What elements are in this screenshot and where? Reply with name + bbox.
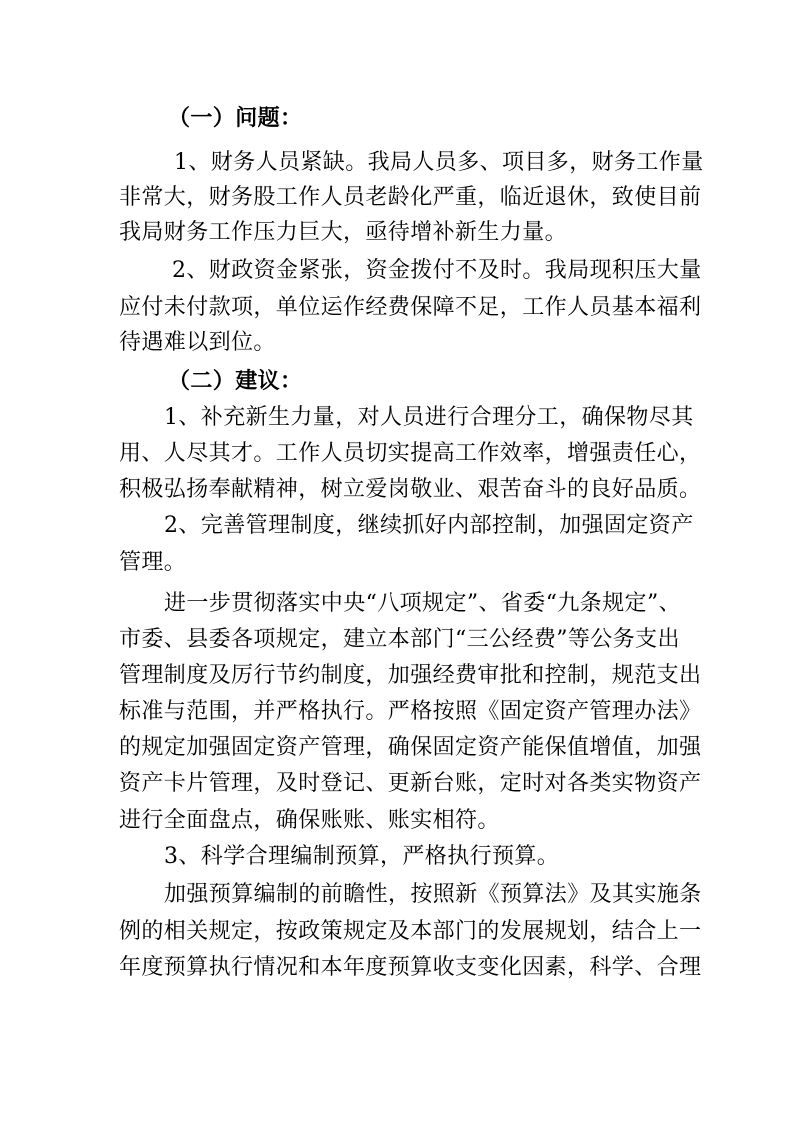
paragraph-line: 进一步贯彻落实中央“八项规定”、省委“九条规定”、 — [164, 591, 681, 616]
paragraph-line: 资产卡片管理，及时登记、更新台账，定时对各类实物资产 — [119, 771, 702, 796]
paragraph-line: 用、人尽其才。工作人员切实提高工作效率，增强责任心， — [119, 441, 702, 466]
paragraph-line: 进行全面盘点，确保账账、账实相符。 — [119, 808, 500, 833]
paragraph-line: 3、科学合理编制预算，严格执行预算。 — [164, 844, 560, 869]
section-heading-problems: （一）问题： — [168, 105, 303, 131]
paragraph-line: 应付未付款项，单位运作经费保障不足，工作人员基本福利 — [119, 295, 702, 320]
paragraph-line: 管理制度及厉行节约制度，加强经费审批和控制，规范支出 — [119, 663, 702, 688]
paragraph-line: 1、财务人员紧缺。我局人员多、项目多，财务工作量 — [174, 150, 704, 175]
paragraph-line: 2、财政资金紧张，资金拨付不及时。我局现积压大量 — [172, 258, 702, 283]
paragraph-line: 1、补充新生力量，对人员进行合理分工，确保物尽其 — [164, 405, 694, 430]
paragraph-line: 2、完善管理制度，继续抓好内部控制，加强固定资产 — [164, 513, 694, 538]
paragraph-line: 非常大，财务股工作人员老龄化严重，临近退休，致使目前 — [119, 185, 702, 210]
paragraph-line: 标准与范围，并严格执行。严格按照《固定资产管理办法》 — [119, 699, 702, 724]
paragraph-line: 加强预算编制的前瞻性，按照新《预算法》及其实施条 — [164, 882, 702, 907]
paragraph-line: 积极弘扬奉献精神，树立爱岗敬业、艰苦奋斗的良好品质。 — [119, 477, 702, 502]
paragraph-line: 待遇难以到位。 — [119, 330, 276, 355]
paragraph-line: 的规定加强固定资产管理，确保固定资产能保值增值，加强 — [119, 735, 702, 760]
paragraph-line: 市委、县委各项规定，建立本部门“三公经费”等公务支出 — [119, 627, 680, 652]
paragraph-line: 年度预算执行情况和本年度预算收支变化因素，科学、合理 — [119, 955, 702, 980]
paragraph-line: 管理。 — [119, 550, 187, 575]
section-heading-suggestions: （二）建议： — [168, 368, 303, 394]
paragraph-line: 例的相关规定，按政策规定及本部门的发展规划，结合上一 — [119, 919, 702, 944]
paragraph-line: 我局财务工作压力巨大，亟待增补新生力量。 — [119, 220, 568, 245]
